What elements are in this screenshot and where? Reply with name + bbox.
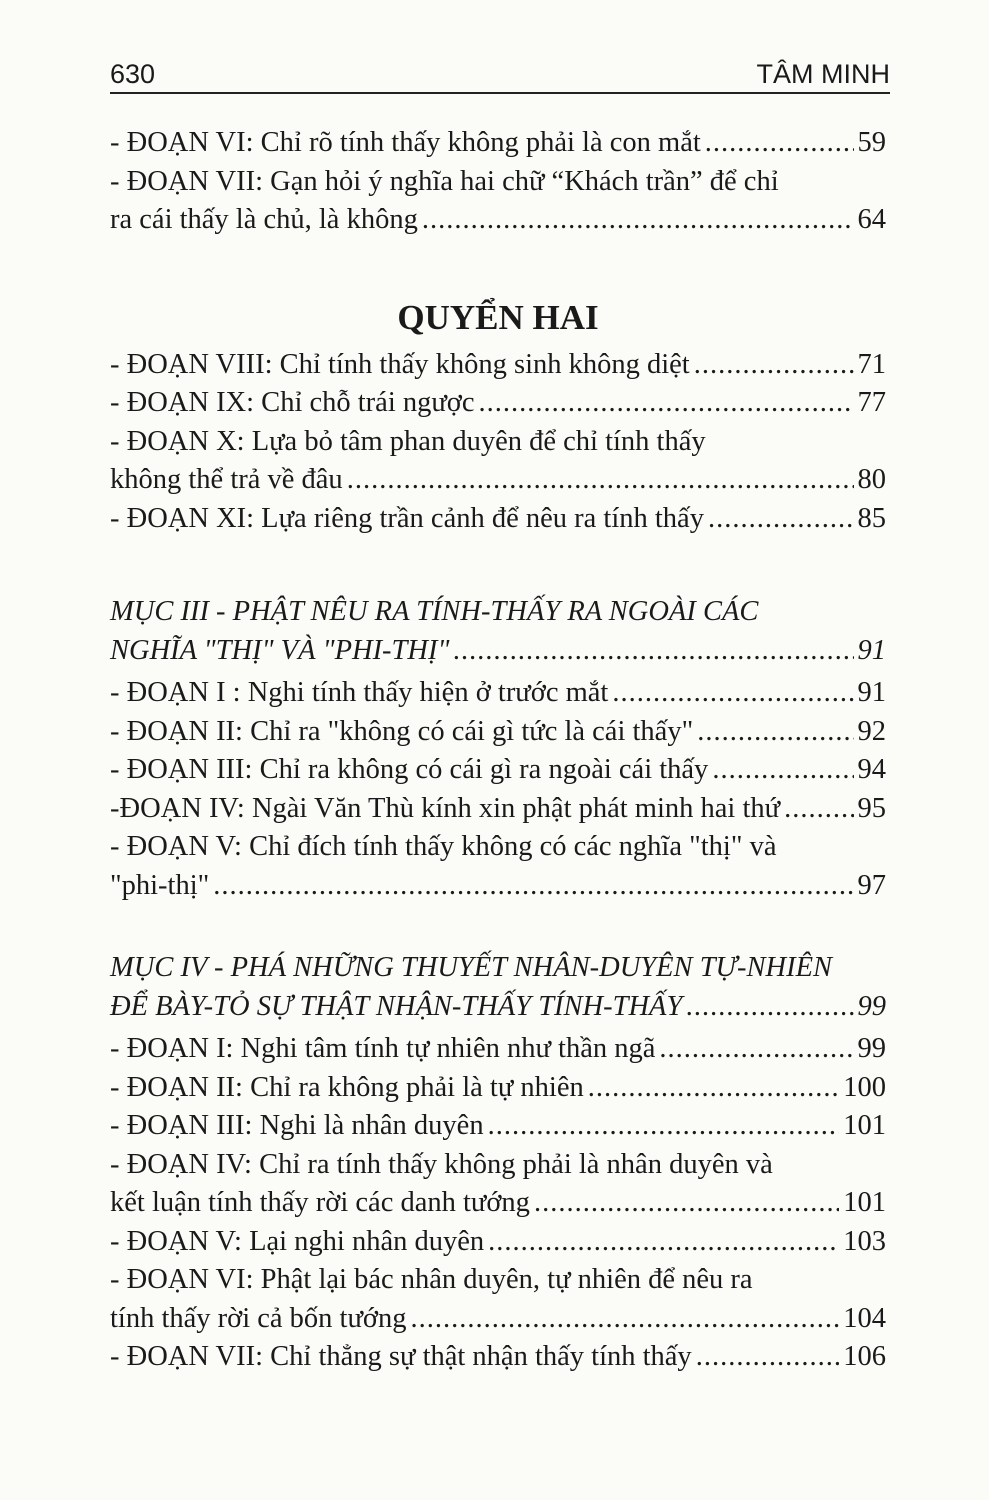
dot-leader: [479, 384, 854, 423]
dot-leader: [347, 461, 854, 500]
toc-entry-text: không thể trả về đâu: [110, 464, 343, 495]
toc-entry-text: - ĐOẠN II: Chỉ ra "không có cái gì tức là cái thấy": [110, 715, 694, 747]
toc-entry-row: [110, 790, 886, 829]
toc-entry-text: - ĐOẠN VI: Phật lại bác nhân duyên, tự nhiên để nêu ra: [110, 1264, 753, 1295]
page-ref: 103: [843, 1225, 886, 1257]
toc-entry-row: [110, 1184, 886, 1223]
toc-entry-row: [110, 751, 886, 790]
toc-entry-row: [110, 500, 886, 539]
table-of-contents: [110, 124, 886, 1377]
toc-entry-row: [110, 1069, 886, 1108]
page-ref: 97: [857, 869, 886, 901]
dot-leader: [712, 751, 853, 790]
dot-leader: [784, 790, 853, 829]
toc-entry-text: - ĐOẠN V: Chỉ đích tính thấy không có các nghĩa "thị" và: [110, 831, 777, 862]
toc-entry-row: [110, 124, 886, 163]
toc-entry: [110, 384, 886, 423]
toc-entry: [110, 790, 886, 829]
page-ref: 64: [857, 204, 886, 235]
toc-entry-text: - ĐOẠN VI: Chỉ rõ tính thấy không phải là con mắt: [110, 127, 701, 158]
dot-leader: [705, 124, 854, 163]
page-ref: 71: [857, 348, 886, 380]
toc-entry: [110, 713, 886, 752]
toc-entry-text: - ĐOẠN III: Nghi là nhân duyên: [110, 1110, 484, 1141]
toc-entry-row: [110, 1223, 886, 1262]
dot-leader: [686, 988, 853, 1027]
page-ref: 85: [857, 502, 886, 534]
section-title-line: NGHĨA "THỊ" VÀ "PHI-THỊ": [110, 634, 450, 666]
dot-leader: [213, 867, 853, 906]
toc-entry-row: [110, 1030, 886, 1069]
toc-entry-text: - ĐOẠN I : Nghi tính thấy hiện ở trước mắt: [110, 677, 609, 708]
toc-entry: [110, 1069, 886, 1108]
toc-entry-row: [110, 346, 886, 385]
part-title: QUYỂN HAI: [397, 297, 599, 337]
page-ref: 59: [857, 127, 886, 158]
toc-entry-row: [110, 674, 886, 713]
toc-entry-text: - ĐOẠN III: Chỉ ra không có cái gì ra ngoài cái thấy: [110, 754, 709, 785]
dot-leader: [488, 1223, 839, 1262]
toc-group-2: [110, 346, 886, 539]
toc-entry-text: - ĐOẠN II: Chỉ ra không phải là tự nhiên: [110, 1071, 584, 1103]
page-number: 630: [110, 59, 156, 89]
dot-leader: [708, 500, 854, 539]
page-ref: 94: [857, 754, 886, 785]
page-header: [110, 52, 890, 94]
toc-entry: [110, 828, 886, 905]
toc-entry-text: - ĐOẠN VII: Chỉ thẳng sự thật nhận thấy tính thấy: [110, 1341, 692, 1372]
page-ref: 99: [857, 990, 886, 1022]
toc-entry-row: [110, 201, 886, 240]
toc-entry-row: [110, 1338, 886, 1377]
section-title-line: MỤC III - PHẬT NÊU RA TÍNH-THẤY RA NGOÀI CÁC: [110, 596, 759, 627]
section-title-row: [110, 632, 886, 671]
section-title-line: ĐỂ BÀY-TỎ SỰ THẬT NHẬN-THẤY TÍNH-THẤY: [110, 990, 683, 1022]
toc-entry-text: kết luận tính thấy rời các danh tướng: [110, 1187, 530, 1218]
toc-group-1: [110, 124, 886, 240]
toc-entry-row: [110, 867, 886, 906]
dot-leader: [697, 713, 853, 752]
toc-entry: [110, 346, 886, 385]
toc-entry-text: - ĐOẠN IX: Chỉ chỗ trái ngược: [110, 387, 475, 418]
toc-entry: [110, 423, 886, 500]
toc-entry: [110, 1146, 886, 1223]
page-ref: 104: [843, 1302, 886, 1334]
toc-group-4: [110, 1030, 886, 1377]
toc-entry: [110, 751, 886, 790]
dot-leader: [411, 1300, 840, 1339]
toc-entry-text: "phi-thị": [110, 869, 210, 901]
dot-leader: [488, 1107, 840, 1146]
dot-leader: [422, 201, 854, 240]
page-ref: 91: [857, 677, 886, 708]
toc-entry: [110, 163, 886, 240]
toc-entry-row: [110, 461, 886, 500]
toc-entry-text: - ĐOẠN VII: Gạn hỏi ý nghĩa hai chữ “Khách trần” để chỉ: [110, 165, 779, 197]
toc-entry-text: - ĐOẠN V: Lại nghi nhân duyên: [110, 1225, 485, 1257]
toc-entry: [110, 500, 886, 539]
section-heading-4: [110, 949, 886, 1026]
toc-entry-row: [110, 1107, 886, 1146]
page-ref: 92: [857, 715, 886, 747]
toc-entry: [110, 124, 886, 163]
dot-leader: [696, 1338, 840, 1377]
toc-entry: [110, 1107, 886, 1146]
section-heading-3: [110, 593, 886, 670]
toc-entry-text: - ĐOẠN VIII: Chỉ tính thấy không sinh không diệt: [110, 348, 690, 380]
toc-entry: [110, 1261, 886, 1338]
section-title-line: MỤC IV - PHÁ NHỮNG THUYẾT NHÂN-DUYÊN TỰ-NHIÊN: [110, 952, 833, 983]
dot-leader: [588, 1069, 840, 1108]
dot-leader: [534, 1184, 839, 1223]
page-ref: 80: [857, 464, 886, 495]
page-ref: 101: [843, 1110, 886, 1141]
page-ref: 99: [857, 1033, 886, 1064]
running-title: TÂM MINH: [756, 59, 890, 89]
section-title-row: [110, 988, 886, 1027]
toc-entry-row: [110, 713, 886, 752]
page-ref: 77: [857, 387, 886, 418]
page-ref: 100: [843, 1071, 886, 1103]
toc-entry-text: tính thấy rời cả bốn tướng: [110, 1302, 407, 1334]
page-ref: 95: [857, 792, 886, 824]
toc-entry-text: -ĐOẠN IV: Ngài Văn Thù kính xin phật phát minh hai thứ: [110, 792, 781, 824]
page-ref: 101: [843, 1187, 886, 1218]
dot-leader: [453, 632, 853, 671]
dot-leader: [659, 1030, 853, 1069]
toc-entry-row: [110, 384, 886, 423]
page-ref: 91: [857, 634, 886, 666]
toc-entry: [110, 1030, 886, 1069]
toc-entry: [110, 1338, 886, 1377]
toc-entry-text: ra cái thấy là chủ, là không: [110, 204, 418, 235]
toc-entry-text: - ĐOẠN XI: Lựa riêng trần cảnh để nêu ra tính thấy: [110, 502, 704, 534]
toc-entry-text: - ĐOẠN X: Lựa bỏ tâm phan duyên để chỉ tính thấy: [110, 425, 706, 457]
toc-entry: [110, 674, 886, 713]
toc-entry-text: - ĐOẠN I: Nghi tâm tính tự nhiên như thần ngã: [110, 1033, 656, 1064]
toc-entry-text: - ĐOẠN IV: Chỉ ra tính thấy không phải là nhân duyên và: [110, 1148, 773, 1180]
toc-group-3: [110, 674, 886, 905]
dot-leader: [694, 346, 854, 385]
toc-entry-row: [110, 1300, 886, 1339]
dot-leader: [612, 674, 853, 713]
page-ref: 106: [843, 1341, 886, 1372]
toc-entry: [110, 1223, 886, 1262]
